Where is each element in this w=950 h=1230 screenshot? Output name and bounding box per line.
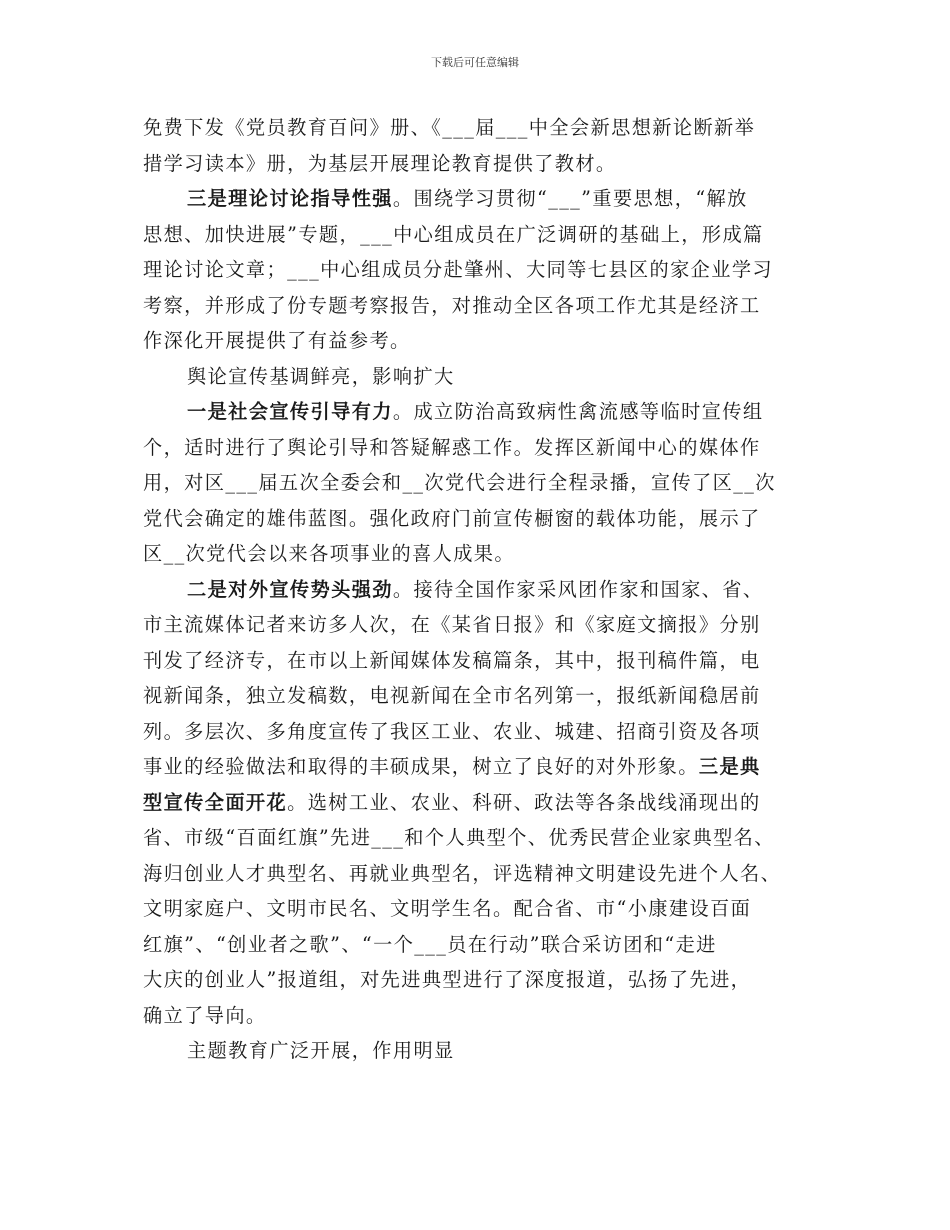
text-line [143,856,813,892]
text-line [143,749,813,785]
body-text: 列。多层次、多角度宣传了我区工业、农业、城建、招商引资及各项 [143,719,761,743]
body-text: 作深化开展提供了有益参考。 [143,329,411,352]
text-line [143,785,813,821]
body-text: 。成立防治高致病性禽流感等临时宣传组 [392,400,764,423]
body-text: 个，适时进行了舆论引导和答疑解惑工作。发挥区新闻中心的媒体作 [143,435,761,459]
body-text: 确立了导向。 [143,1003,267,1027]
text-line [143,714,813,750]
text-line [143,394,813,430]
body-text: 思想、加快进展”专题，___中心组成员在广泛调研的基础上，形成篇 [143,222,764,246]
text-line [143,927,813,963]
bold-heading-text: 一是社会宣传引导有力 [187,400,393,423]
body-text: 免费下发《党员教育百问》册、《___届___中全会新思想新论断新举 [143,116,756,139]
text-line [143,110,813,146]
body-text: 。围绕学习贯彻“___”重要思想，“解放 [392,187,748,210]
body-text: 。接待全国作家采风团作家和国家、省、 [392,577,764,601]
body-text: 市主流媒体记者来访多人次，在《某省日报》和《家庭文摘报》分别 [143,613,761,636]
body-text: 刊发了经济专，在市以上新闻媒体发稿篇条，其中，报刊稿件篇，电 [143,648,761,672]
text-line [143,607,813,643]
body-text: 事业的经验做法和取得的丰硕成果，树立了良好的对外形象。 [143,755,699,778]
text-line [143,323,813,359]
body-text: 舆论宣传基调鲜亮，影响扩大 [187,364,455,388]
text-line [143,181,813,217]
body-text: 党代会确定的雄伟蓝图。强化政府门前宣传橱窗的载体功能，展示了 [143,506,761,530]
text-line [143,288,813,324]
text-line [143,998,813,1034]
text-line [143,536,813,572]
document-body [143,110,813,1069]
body-text: 区__次党代会以来各项事业的喜人成果。 [143,542,515,565]
text-line [143,962,813,998]
text-line [143,465,813,501]
text-line [143,252,813,288]
text-line [143,820,813,856]
body-text: 理论讨论文章；___中心组成员分赴肇州、大同等七县区的家企业学习 [143,258,774,281]
bold-heading-text: 三是理论讨论指导性强 [187,187,393,210]
page-header: 下载后可任意编辑 [431,56,519,69]
bold-heading-text: 二是对外宣传势头强劲 [187,577,393,601]
text-line [143,678,813,714]
body-text: 视新闻条，独立发稿数，电视新闻在全市名列第一，报纸新闻稳居前 [143,684,761,707]
text-line [143,1033,813,1069]
bold-heading-text: 三是典 [698,755,761,778]
body-text: 红旗”、“创业者之歌”、“一个___员在行动”联合采访团和“走进 [143,932,717,956]
body-text: 文明家庭户、文明市民名、文明学生名。配合省、市“小康建设百面 [143,897,752,920]
body-text: 用，对区___届五次全委会和__次党代会进行全程录播，宣传了区__次 [143,471,776,494]
body-text: 主题教育广泛开展，作用明显 [187,1039,455,1062]
text-line [143,891,813,927]
text-line [143,217,813,253]
text-line [143,359,813,395]
bold-heading-text: 型宣传全面开花 [143,790,288,814]
body-text: 措学习读本》册，为基层开展理论教育提供了教材。 [143,151,617,175]
body-text: 海归创业人才典型名、再就业典型名，评选精神文明建设先进个人名、 [143,861,782,885]
text-line [143,501,813,537]
text-line [143,572,813,608]
text-line [143,643,813,679]
body-text: 。选树工业、农业、科研、政法等各条战线涌现出的 [287,790,761,814]
text-line [143,430,813,466]
body-text: 大庆的创业人”报道组，对先进典型进行了深度报道，弘扬了先进， [143,968,752,991]
text-line [143,146,813,182]
body-text: 省、市级“百面红旗”先进___和个人典型个、优秀民营企业家典型名、 [143,826,775,849]
body-text: 考察，并形成了份专题考察报告，对推动全区各项工作尤其是经济工 [143,293,761,317]
